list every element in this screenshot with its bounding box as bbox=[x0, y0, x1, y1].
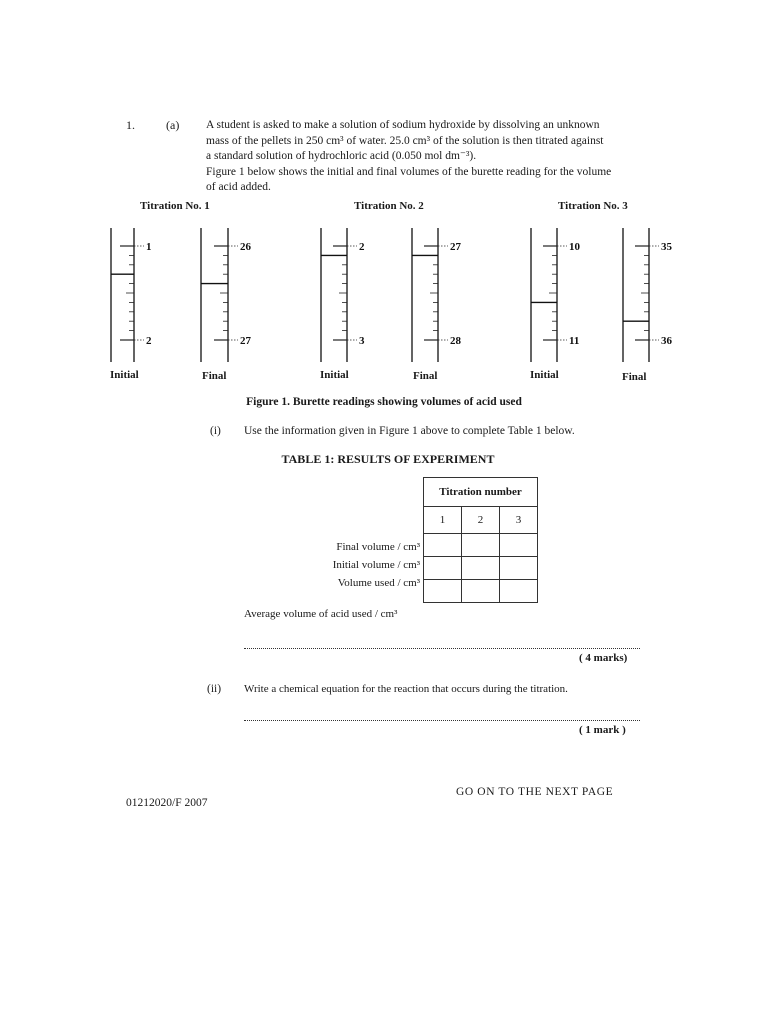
average-answer-line[interactable] bbox=[244, 648, 640, 649]
scale-label: 3 bbox=[359, 335, 365, 347]
burette-2-label: Final bbox=[202, 370, 227, 382]
scale-label: 11 bbox=[569, 335, 580, 347]
burette-3-label: Initial bbox=[320, 369, 349, 381]
row-label: Volume used / cm³ bbox=[337, 577, 420, 589]
scale-label: 27 bbox=[240, 335, 251, 347]
answer-cell[interactable] bbox=[461, 534, 499, 557]
question-number: 1. bbox=[126, 118, 135, 132]
scale-label: 27 bbox=[450, 241, 461, 253]
scale-label: 2 bbox=[146, 335, 152, 347]
column-header: 1 bbox=[424, 507, 462, 534]
intro-line: Figure 1 below shows the initial and final volumes of the burette reading for the volume bbox=[206, 165, 612, 178]
row-label: Initial volume / cm³ bbox=[332, 559, 420, 571]
burette-4-label: Final bbox=[413, 370, 438, 382]
part-ii-marks: ( 1 mark ) bbox=[579, 724, 626, 736]
go-on-next-page: GO ON TO THE NEXT PAGE bbox=[456, 786, 614, 798]
table-row bbox=[424, 534, 538, 557]
burette-6-label: Final bbox=[622, 371, 647, 383]
answer-cell[interactable] bbox=[499, 580, 537, 603]
figure-caption: Figure 1. Burette readings showing volumes of acid used bbox=[246, 396, 522, 408]
table-title: TABLE 1: RESULTS OF EXPERIMENT bbox=[281, 452, 495, 466]
table-row bbox=[424, 580, 538, 603]
burette-5-label: Initial bbox=[530, 369, 559, 381]
scale-label: 2 bbox=[359, 241, 365, 253]
burette-1-label: Initial bbox=[110, 369, 139, 381]
intro-line: mass of the pellets in 250 cm³ of water. 25.0 cm³ of the solution is then titrated against bbox=[206, 134, 604, 147]
intro-line: A student is asked to make a solution of sodium hydroxide by dissolving an unknown bbox=[206, 119, 600, 131]
titration-1-title: Titration No. 1 bbox=[140, 200, 210, 212]
burette-figure bbox=[0, 0, 768, 400]
equation-answer-line[interactable] bbox=[244, 720, 640, 721]
table-row-labels bbox=[270, 538, 420, 592]
part-i-marks: ( 4 marks) bbox=[579, 652, 628, 664]
answer-cell[interactable] bbox=[424, 557, 462, 580]
answer-cell[interactable] bbox=[461, 557, 499, 580]
answer-cell[interactable] bbox=[461, 580, 499, 603]
part-i-text: Use the information given in Figure 1 above to complete Table 1 below. bbox=[244, 425, 575, 437]
scale-label: 36 bbox=[661, 335, 672, 347]
scale-label: 26 bbox=[240, 241, 251, 253]
scale-label: 35 bbox=[661, 241, 672, 253]
answer-cell[interactable] bbox=[424, 580, 462, 603]
row-label: Final volume / cm³ bbox=[336, 541, 420, 553]
titration-3-title: Titration No. 3 bbox=[558, 200, 628, 212]
intro-line: a standard solution of hydrochloric acid (0.050 mol dm⁻³). bbox=[206, 150, 477, 162]
average-label: Average volume of acid used / cm³ bbox=[244, 608, 398, 620]
part-i-number: (i) bbox=[210, 425, 221, 437]
answer-cell[interactable] bbox=[424, 534, 462, 557]
titration-2-title: Titration No. 2 bbox=[354, 200, 424, 212]
answer-cell[interactable] bbox=[499, 557, 537, 580]
part-ii-number: (ii) bbox=[207, 683, 222, 695]
scale-label: 1 bbox=[146, 241, 152, 253]
scale-label: 10 bbox=[569, 241, 580, 253]
intro-line: of acid added. bbox=[206, 181, 271, 193]
results-table bbox=[423, 477, 538, 603]
part-ii-text: Write a chemical equation for the reaction that occurs during the titration. bbox=[244, 683, 568, 695]
table-header: Titration number bbox=[424, 478, 538, 507]
column-header: 3 bbox=[499, 507, 537, 534]
column-header: 2 bbox=[461, 507, 499, 534]
answer-cell[interactable] bbox=[499, 534, 537, 557]
question-part-label: (a) bbox=[166, 118, 180, 132]
paper-code: 01212020/F 2007 bbox=[126, 797, 208, 809]
scale-label: 28 bbox=[450, 335, 461, 347]
table-row bbox=[424, 557, 538, 580]
